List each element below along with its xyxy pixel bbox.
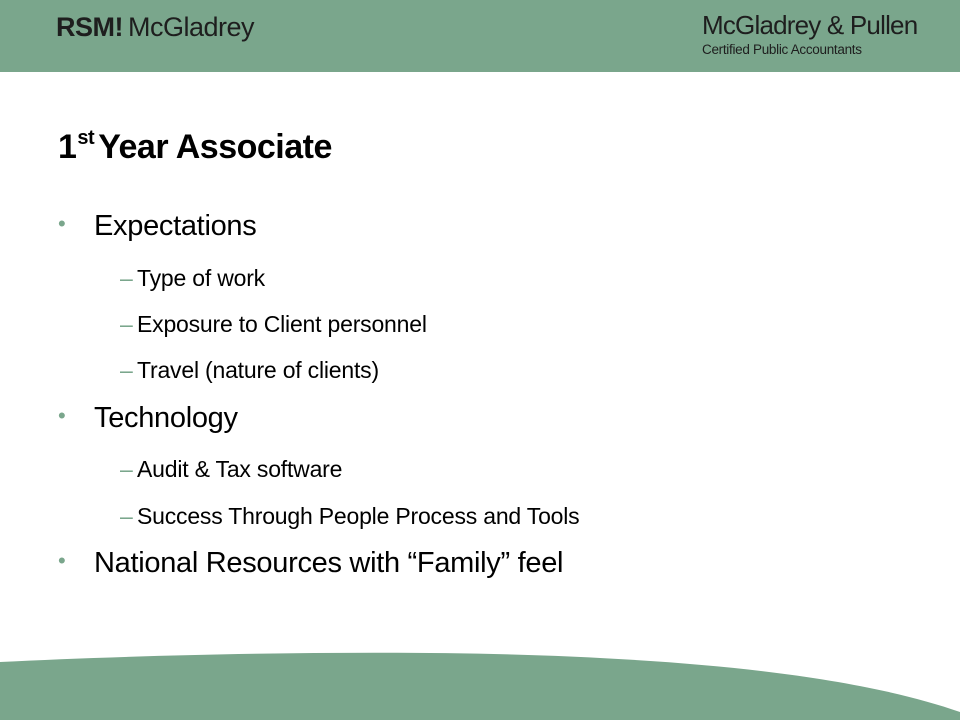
bullet-icon: • bbox=[58, 211, 66, 236]
logo-mcgladrey-text: McGladrey bbox=[128, 12, 255, 42]
dash-icon: – bbox=[120, 311, 133, 337]
bullet-item bbox=[58, 402, 238, 435]
sub-bullet-item bbox=[120, 357, 379, 384]
sub-bullet-text: Type of work bbox=[137, 265, 265, 291]
bullet-item bbox=[58, 547, 563, 580]
logo-firm-tagline: Certified Public Accountants bbox=[702, 42, 862, 57]
bullet-text: National Resources with “Family” feel bbox=[94, 547, 564, 579]
sub-bullet-text: Travel (nature of clients) bbox=[137, 357, 379, 383]
dash-icon: – bbox=[120, 265, 133, 291]
logo-mark: ! bbox=[114, 12, 123, 42]
bullet-icon: • bbox=[58, 548, 66, 573]
sub-bullet-text: Success Through People Process and Tools bbox=[137, 503, 580, 529]
bullet-item bbox=[58, 210, 256, 243]
dash-icon: – bbox=[120, 357, 133, 383]
title-superscript: st bbox=[77, 127, 95, 149]
dash-icon: – bbox=[120, 503, 133, 529]
sub-bullet-item bbox=[120, 311, 427, 338]
bullet-icon: • bbox=[58, 403, 66, 428]
title-text: Year Associate bbox=[98, 128, 332, 166]
sub-bullet-item bbox=[120, 503, 579, 530]
sub-bullet-text: Exposure to Client personnel bbox=[137, 311, 427, 337]
bullet-text: Technology bbox=[94, 402, 238, 434]
sub-bullet-text: Audit & Tax software bbox=[137, 456, 343, 482]
dash-icon: – bbox=[120, 456, 133, 482]
logo-firm-name: McGladrey & Pullen bbox=[702, 10, 918, 40]
logo-rsm-text: RSM bbox=[56, 12, 115, 42]
sub-bullet-item bbox=[120, 265, 265, 292]
bullet-text: Expectations bbox=[94, 210, 257, 242]
sub-bullet-item bbox=[120, 456, 342, 483]
footer-wave-shape bbox=[0, 653, 960, 720]
footer-wave bbox=[0, 640, 960, 720]
title-number: 1 bbox=[58, 128, 77, 166]
